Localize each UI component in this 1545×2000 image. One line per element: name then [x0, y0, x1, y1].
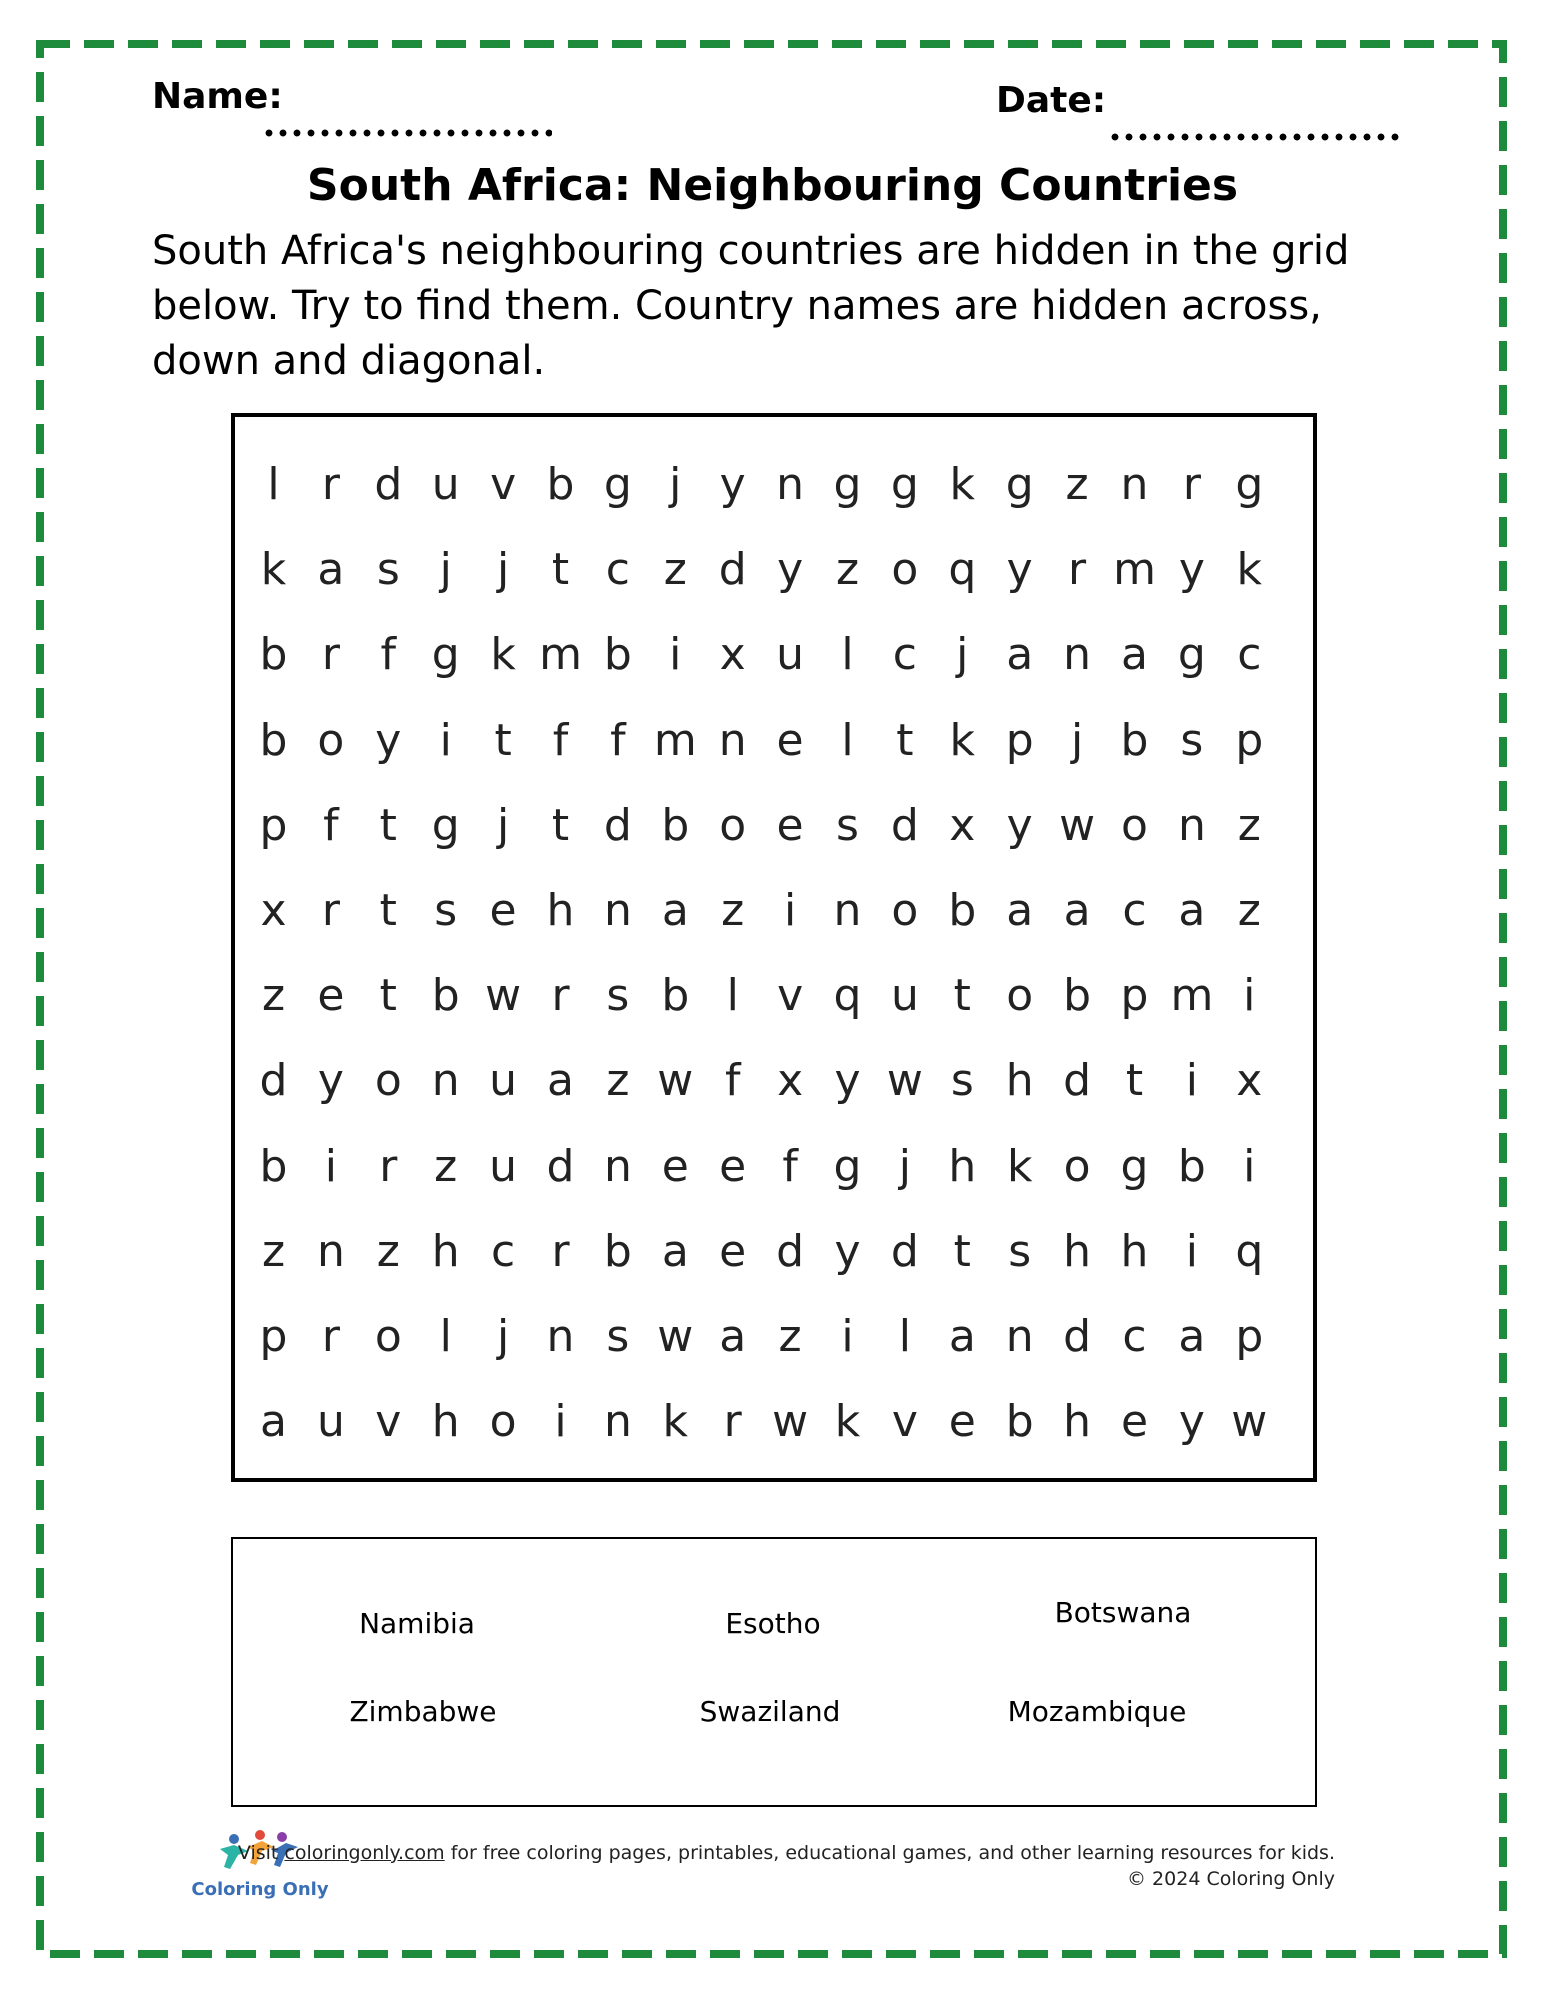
grid-letter[interactable]: i [1185, 1225, 1198, 1277]
grid-letter[interactable]: x [777, 1055, 804, 1107]
grid-letter[interactable]: f [380, 629, 397, 681]
grid-letter[interactable]: t [953, 1225, 971, 1277]
grid-letter[interactable]: e [1120, 1396, 1149, 1448]
grid-letter[interactable]: y [1006, 544, 1033, 596]
grid-letter[interactable]: s [1180, 714, 1204, 766]
grid-letter[interactable]: a [661, 885, 689, 936]
grid-letter[interactable]: n [1005, 1311, 1034, 1362]
grid-letter[interactable]: u [489, 1140, 518, 1192]
grid-letter[interactable]: n [1063, 629, 1092, 681]
grid-letter[interactable]: a [260, 1396, 287, 1448]
grid-letter[interactable]: a [1006, 629, 1034, 681]
grid-row [235, 869, 1313, 953]
grid-letter[interactable]: y [1178, 544, 1205, 596]
grid-letter[interactable]: u [890, 970, 919, 1022]
grid-letter[interactable]: t [896, 714, 914, 766]
grid-letter[interactable]: p [1235, 714, 1264, 766]
grid-letter[interactable]: g [833, 459, 862, 510]
grid-letter[interactable]: c [1122, 885, 1147, 936]
grid-letter[interactable]: c [1237, 629, 1262, 681]
grid-letter[interactable]: d [890, 1225, 919, 1277]
grid-letter[interactable]: w [485, 970, 522, 1022]
grid-letter[interactable]: i [1243, 1140, 1256, 1192]
grid-letter[interactable]: v [891, 1396, 918, 1448]
grid-letter[interactable]: v [375, 1396, 402, 1448]
grid-letter[interactable]: e [776, 714, 804, 766]
grid-letter[interactable]: z [261, 970, 286, 1022]
name-line[interactable] [262, 128, 552, 138]
name-label: Name: [152, 76, 283, 117]
grid-letter[interactable]: u [489, 1055, 518, 1107]
grid-letter[interactable]: k [1006, 1140, 1033, 1192]
grid-letter[interactable]: f [552, 714, 569, 766]
grid-letter[interactable]: k [834, 1396, 861, 1448]
grid-letter[interactable]: c [892, 629, 917, 681]
grid-letter[interactable]: g [890, 459, 919, 510]
grid-letter[interactable]: o [489, 1396, 517, 1448]
grid-letter[interactable]: u [776, 629, 805, 681]
grid-letter[interactable]: k [662, 1396, 689, 1448]
grid-row [235, 784, 1313, 868]
grid-letter[interactable]: h [1120, 1225, 1149, 1277]
grid-letter[interactable]: o [374, 1055, 402, 1107]
grid-letter[interactable]: h [948, 1140, 977, 1192]
grid-letter[interactable]: j [898, 1140, 911, 1192]
grid-letter[interactable]: u [431, 459, 460, 510]
grid-row [235, 1125, 1313, 1209]
grid-letter[interactable]: d [603, 799, 632, 851]
grid-letter[interactable]: z [721, 885, 745, 936]
grid-letter[interactable]: h [1063, 1396, 1092, 1448]
grid-letter[interactable]: d [1063, 1311, 1092, 1362]
grid-letter[interactable]: y [834, 1055, 861, 1107]
grid-letter[interactable]: o [891, 885, 919, 936]
logo-text: Coloring Only [191, 1879, 329, 1900]
footer-visit-text [238, 1842, 1335, 1864]
grid-letter[interactable]: p [1120, 970, 1149, 1022]
grid-letter[interactable]: i [554, 1396, 567, 1448]
grid-letter[interactable]: e [948, 1396, 976, 1448]
grid-row [235, 1295, 1313, 1379]
grid-letter[interactable]: h [546, 885, 575, 936]
grid-letter[interactable]: s [836, 799, 859, 851]
grid-letter[interactable]: e [719, 1140, 747, 1192]
grid-letter[interactable]: z [1237, 799, 1261, 851]
grid-letter[interactable]: f [610, 714, 626, 766]
grid-letter[interactable]: b [1063, 970, 1092, 1022]
grid-letter[interactable]: y [1178, 1396, 1205, 1448]
grid-letter[interactable]: a [317, 544, 345, 596]
grid-letter[interactable]: o [891, 544, 919, 596]
grid-letter[interactable]: q [833, 970, 862, 1022]
grid-letter[interactable]: b [431, 970, 460, 1022]
grid-letter[interactable]: j [496, 799, 510, 851]
grid-letter[interactable]: a [1178, 885, 1206, 936]
grid-letter[interactable]: h [1005, 1055, 1034, 1107]
grid-letter[interactable]: l [841, 629, 854, 681]
grid-letter[interactable]: b [1120, 714, 1149, 766]
grid-letter[interactable]: r [321, 459, 340, 510]
footer-visit-suffix: for free coloring pages, printables, educational games, and other learning resources for kids. [444, 1842, 1335, 1864]
grid-letter[interactable]: t [551, 544, 570, 596]
word-list-item: Esotho [725, 1607, 821, 1640]
grid-letter[interactable]: r [551, 970, 570, 1022]
grid-letter[interactable]: n [718, 714, 747, 766]
grid-letter[interactable]: o [1006, 970, 1034, 1022]
grid-letter[interactable]: d [776, 1225, 805, 1277]
grid-letter[interactable]: p [259, 799, 288, 851]
grid-letter[interactable]: m [1113, 544, 1156, 596]
grid-letter[interactable]: t [953, 970, 971, 1022]
grid-letter[interactable]: g [1120, 1140, 1149, 1192]
grid-letter[interactable]: i [841, 1311, 854, 1362]
grid-letter[interactable]: z [778, 1311, 802, 1362]
grid-letter[interactable]: z [663, 544, 687, 596]
grid-letter[interactable]: r [321, 1311, 340, 1362]
grid-letter[interactable]: g [431, 629, 460, 681]
grid-letter[interactable]: o [719, 799, 747, 851]
grid-letter[interactable]: e [719, 1225, 747, 1277]
grid-letter[interactable]: f [724, 1055, 741, 1107]
grid-letter[interactable]: b [259, 714, 288, 766]
grid-letter[interactable]: n [776, 459, 805, 510]
grid-letter[interactable]: y [777, 544, 804, 596]
word-list-item: Mozambique [1007, 1695, 1187, 1728]
grid-letter[interactable]: d [718, 544, 747, 596]
grid-row [235, 699, 1313, 783]
grid-letter[interactable]: a [547, 1055, 574, 1107]
grid-letter[interactable]: b [661, 799, 690, 851]
grid-letter[interactable]: d [374, 459, 403, 510]
word-list-box [231, 1537, 1317, 1807]
grid-letter[interactable]: b [603, 1225, 632, 1277]
grid-letter[interactable]: w [1231, 1396, 1268, 1448]
grid-letter[interactable]: c [1122, 1311, 1147, 1362]
grid-letter[interactable]: w [772, 1396, 809, 1448]
grid-letter[interactable]: a [661, 1225, 689, 1277]
grid-letter[interactable]: b [661, 970, 690, 1022]
grid-letter[interactable]: n [316, 1225, 345, 1277]
grid-letter[interactable]: w [657, 1055, 694, 1107]
grid-letter[interactable]: l [267, 459, 280, 510]
grid-letter[interactable]: h [431, 1225, 460, 1277]
grid-letter[interactable]: v [777, 970, 804, 1022]
grid-letter[interactable]: o [1063, 1140, 1091, 1192]
grid-row [235, 1210, 1313, 1294]
grid-letter[interactable]: t [379, 885, 397, 936]
grid-letter[interactable]: z [1237, 885, 1261, 936]
grid-letter[interactable]: o [317, 714, 345, 766]
grid-letter[interactable]: p [1005, 714, 1034, 766]
grid-letter[interactable]: l [726, 970, 739, 1022]
grid-letter[interactable]: t [551, 799, 570, 851]
grid-letter[interactable]: r [379, 1140, 398, 1192]
grid-letter[interactable]: n [603, 1396, 632, 1448]
grid-letter[interactable]: d [259, 1055, 288, 1107]
grid-letter[interactable]: j [669, 459, 682, 510]
grid-letter[interactable]: y [375, 714, 402, 766]
grid-row [235, 528, 1313, 612]
word-list-item: Namibia [359, 1607, 475, 1640]
grid-row [235, 613, 1313, 697]
grid-letter[interactable]: y [1006, 799, 1033, 851]
grid-letter[interactable]: t [494, 714, 512, 766]
grid-letter[interactable]: h [431, 1396, 460, 1448]
word-search-grid[interactable] [231, 413, 1317, 1482]
grid-letter[interactable]: t [379, 970, 397, 1022]
site-link[interactable]: coloringonly.com [284, 1842, 445, 1864]
grid-letter[interactable]: l [841, 714, 854, 766]
grid-letter[interactable]: e [661, 1140, 689, 1192]
copyright: © 2024 Coloring Only [1127, 1868, 1335, 1890]
grid-letter[interactable]: g [1177, 629, 1206, 681]
grid-letter[interactable]: c [605, 544, 630, 596]
grid-letter[interactable]: o [1121, 799, 1148, 851]
grid-letter[interactable]: a [1006, 885, 1034, 936]
grid-letter[interactable]: z [606, 1055, 630, 1107]
grid-letter[interactable]: w [886, 1055, 923, 1107]
grid-letter[interactable]: i [783, 885, 797, 936]
grid-letter[interactable]: s [950, 1055, 974, 1107]
grid-letter[interactable]: y [317, 1055, 344, 1107]
grid-letter[interactable]: j [1070, 714, 1084, 766]
grid-letter[interactable]: s [1008, 1225, 1032, 1277]
grid-letter[interactable]: s [376, 544, 400, 596]
page-title: South Africa: Neighbouring Countries [306, 160, 1239, 211]
grid-letter[interactable]: c [490, 1225, 516, 1277]
grid-letter[interactable]: g [603, 459, 632, 510]
grid-letter[interactable]: j [439, 544, 452, 596]
grid-letter[interactable]: i [1243, 970, 1256, 1022]
grid-letter[interactable]: p [1235, 1311, 1264, 1362]
grid-letter[interactable]: n [603, 1140, 632, 1192]
grid-letter[interactable]: l [898, 1311, 911, 1362]
grid-letter[interactable]: r [551, 1225, 570, 1277]
grid-letter[interactable]: z [376, 1225, 400, 1277]
grid-letter[interactable]: u [316, 1396, 345, 1448]
grid-letter[interactable]: f [323, 799, 339, 851]
grid-letter[interactable]: a [1178, 1311, 1206, 1362]
grid-letter[interactable]: g [1235, 459, 1264, 510]
grid-letter[interactable]: z [1065, 459, 1089, 510]
grid-letter[interactable]: n [1177, 799, 1206, 851]
grid-letter[interactable]: b [259, 629, 288, 681]
coloring-only-logo[interactable] [190, 1825, 330, 1905]
grid-row [235, 443, 1313, 527]
grid-letter[interactable]: j [496, 1311, 510, 1362]
grid-letter[interactable]: x [949, 799, 976, 851]
grid-letter[interactable]: r [321, 629, 340, 681]
grid-letter[interactable]: y [719, 459, 746, 510]
grid-letter[interactable]: m [653, 714, 697, 766]
grid-letter[interactable]: i [669, 629, 682, 681]
grid-letter[interactable]: e [776, 799, 804, 851]
grid-letter[interactable]: d [890, 799, 919, 851]
grid-letter[interactable]: a [1063, 885, 1091, 936]
grid-letter[interactable]: x [260, 885, 287, 936]
grid-letter[interactable]: n [833, 885, 862, 936]
grid-letter[interactable]: r [723, 1396, 742, 1448]
grid-letter[interactable]: m [539, 629, 582, 681]
word-list-item: Botswana [1054, 1596, 1192, 1629]
grid-letter[interactable]: d [546, 1140, 575, 1192]
grid-letter[interactable]: n [1120, 459, 1149, 510]
grid-letter[interactable]: x [719, 629, 746, 681]
grid-letter[interactable]: p [259, 1311, 288, 1362]
grid-letter[interactable]: a [1121, 629, 1148, 681]
grid-letter[interactable]: h [1063, 1225, 1092, 1277]
grid-letter[interactable]: k [1236, 544, 1263, 596]
grid-letter[interactable]: k [260, 544, 287, 596]
grid-letter[interactable]: j [496, 544, 510, 596]
grid-letter[interactable]: b [948, 885, 977, 936]
grid-letter[interactable]: k [949, 459, 976, 510]
word-list-item: Swaziland [699, 1695, 841, 1728]
grid-letter[interactable]: k [490, 629, 516, 681]
grid-letter[interactable]: g [1005, 459, 1034, 510]
grid-letter[interactable]: s [434, 885, 458, 936]
grid-letter[interactable]: e [317, 970, 345, 1022]
grid-letter[interactable]: b [1177, 1140, 1206, 1192]
grid-letter[interactable]: d [1063, 1055, 1092, 1107]
grid-letter[interactable]: i [439, 714, 452, 766]
grid-letter[interactable]: r [1182, 459, 1201, 510]
grid-letter[interactable]: r [321, 885, 340, 936]
grid-letter[interactable]: y [834, 1225, 861, 1277]
grid-letter[interactable]: b [259, 1140, 288, 1192]
grid-letter[interactable]: r [1068, 544, 1087, 596]
grid-letter[interactable]: v [490, 459, 517, 510]
grid-letter[interactable]: t [1125, 1055, 1144, 1107]
grid-letter[interactable]: b [1005, 1396, 1034, 1448]
date-label: Date: [996, 80, 1107, 121]
grid-row [235, 1380, 1313, 1464]
grid-letter[interactable]: w [1059, 799, 1096, 851]
grid-letter[interactable]: b [603, 629, 632, 681]
grid-letter[interactable]: l [439, 1311, 452, 1362]
date-line[interactable] [1108, 132, 1400, 142]
grid-row [235, 1039, 1313, 1123]
grid-letter[interactable]: f [782, 1140, 798, 1192]
grid-letter[interactable]: n [431, 1055, 460, 1107]
grid-letter[interactable]: z [261, 1225, 286, 1277]
grid-letter[interactable]: q [948, 544, 977, 596]
grid-letter[interactable]: a [719, 1311, 747, 1362]
grid-letter[interactable]: z [835, 544, 860, 596]
grid-letter[interactable]: z [434, 1140, 458, 1192]
footer-visit-prefix: Visit [237, 1842, 285, 1864]
grid-letter[interactable]: m [1170, 970, 1214, 1022]
grid-letter[interactable]: g [833, 1140, 862, 1192]
grid-letter[interactable]: s [606, 1311, 630, 1362]
grid-letter[interactable]: t [379, 799, 397, 851]
grid-letter[interactable]: q [1235, 1225, 1264, 1277]
grid-letter[interactable]: s [606, 970, 630, 1022]
grid-letter[interactable]: o [374, 1311, 402, 1362]
grid-letter[interactable]: i [324, 1140, 337, 1192]
grid-row [235, 954, 1313, 1038]
grid-letter[interactable]: g [431, 799, 460, 851]
grid-letter[interactable]: n [603, 885, 632, 936]
grid-letter[interactable]: e [489, 885, 517, 936]
grid-letter[interactable]: b [546, 459, 575, 510]
instructions: South Africa's neighbouring countries are hidden in the grid below. Try to find them. Country names are hidden across, down and diagonal. [152, 228, 1350, 384]
word-list-item: Zimbabwe [349, 1695, 497, 1728]
grid-letter[interactable]: x [1236, 1055, 1263, 1107]
grid-letter[interactable]: a [948, 1311, 976, 1362]
grid-letter[interactable]: j [956, 629, 969, 681]
grid-letter[interactable]: n [546, 1311, 575, 1362]
grid-letter[interactable]: i [1185, 1055, 1198, 1107]
grid-letter[interactable]: w [657, 1311, 694, 1362]
grid-letter[interactable]: k [949, 714, 976, 766]
